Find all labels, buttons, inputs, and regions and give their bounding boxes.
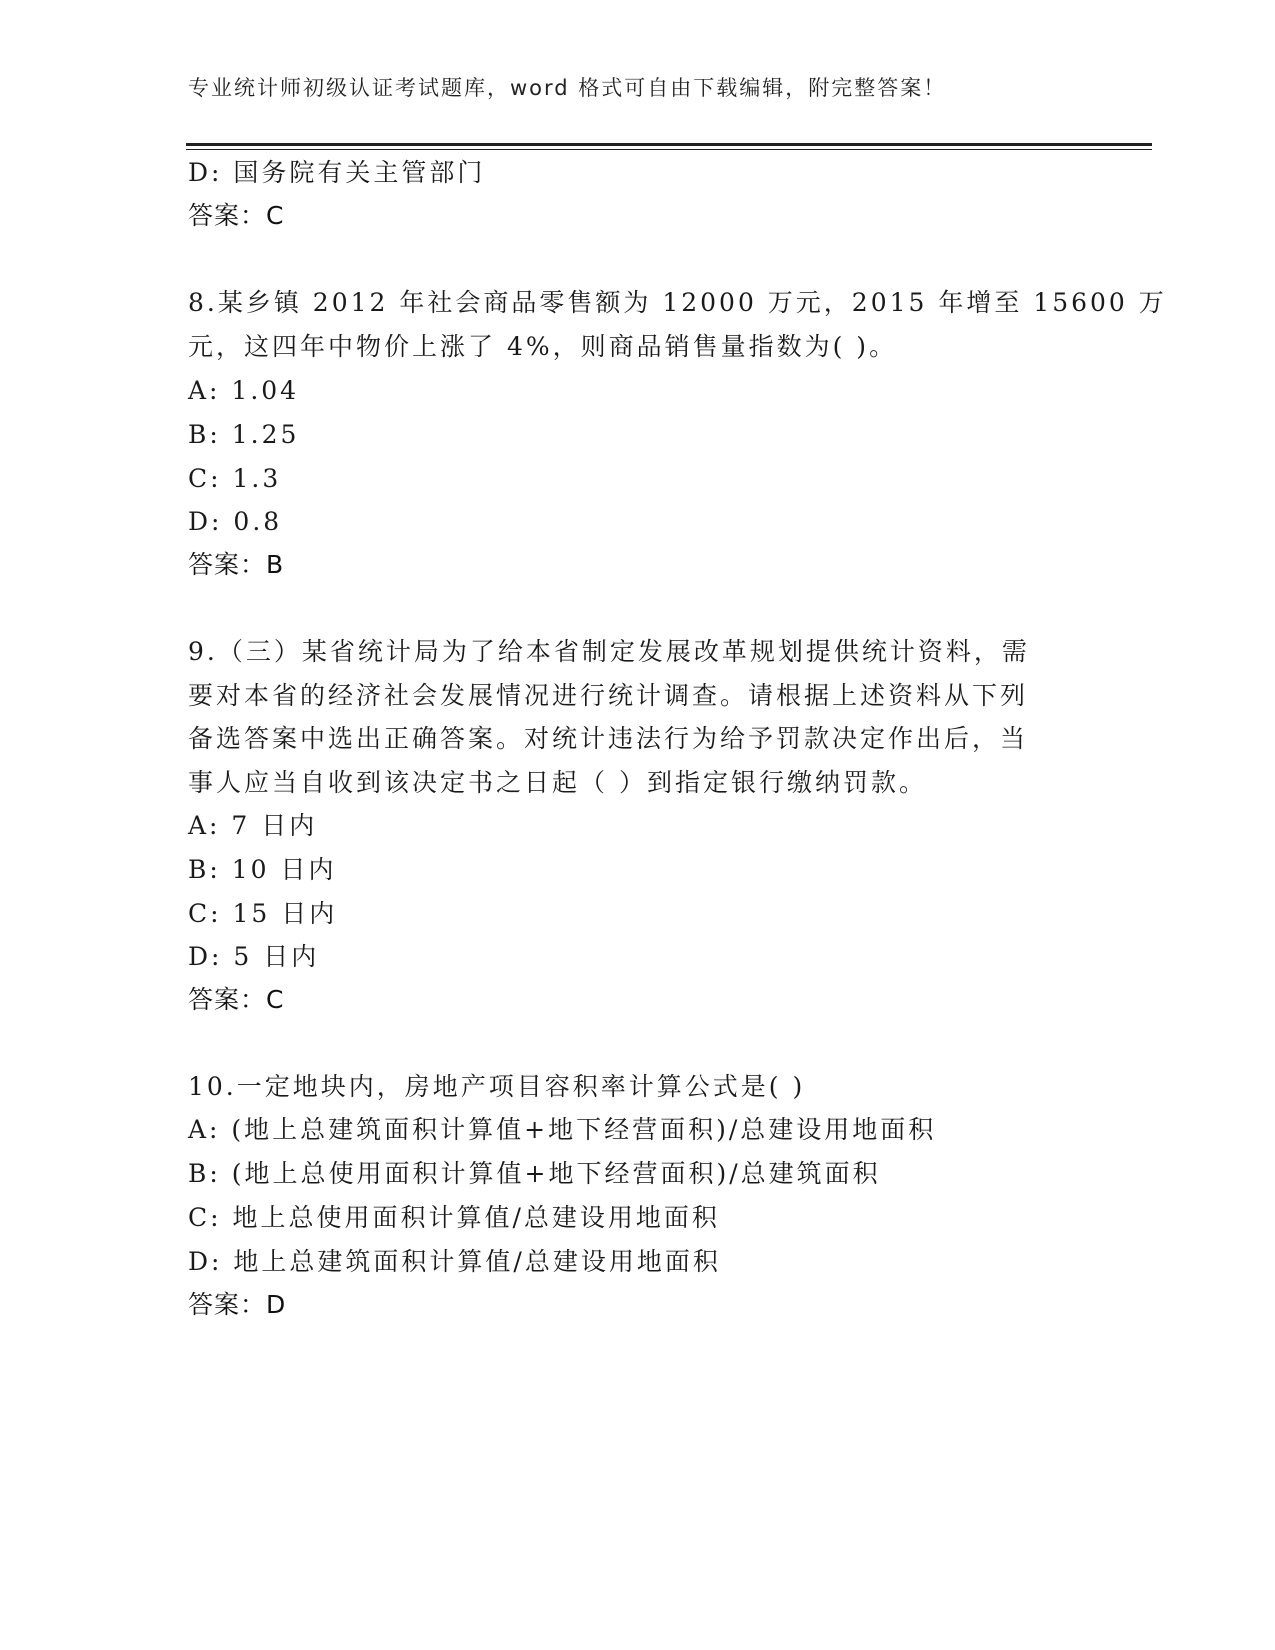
q10-option-a: A: (地上总建筑面积计算值+地下经营面积)/总建设用地面积	[188, 1115, 937, 1144]
q9-stem-line2: 要对本省的经济社会发展情况进行统计调查。请根据上述资料从下列	[188, 681, 1029, 710]
prev-answer: 答案：C	[188, 201, 285, 230]
q9-stem-line1: 9.（三）某省统计局为了给本省制定发展改革规划提供统计资料，需	[188, 637, 1030, 666]
q9-answer: 答案：C	[188, 985, 285, 1014]
q10-option-b: B: (地上总使用面积计算值+地下经营面积)/总建筑面积	[188, 1159, 881, 1188]
q8-option-a: A: 1.04	[188, 376, 300, 405]
q8-option-c: C: 1.3	[188, 464, 282, 493]
q8-stem-line2: 元，这四年中物价上涨了 4%，则商品销售量指数为( )。	[188, 332, 898, 361]
q10-option-c: C: 地上总使用面积计算值/总建设用地面积	[188, 1203, 720, 1232]
q8-stem-line1: 8.某乡镇 2012 年社会商品零售额为 12000 万元，2015 年增至 15600 万	[188, 288, 1167, 317]
q9-stem-line3: 备选答案中选出正确答案。对统计违法行为给予罚款决定作出后，当	[188, 724, 1029, 753]
header-rule-thin	[186, 149, 1152, 150]
q10-option-d: D: 地上总建筑面积计算值/总建设用地面积	[188, 1247, 721, 1276]
q9-option-b: B: 10 日内	[188, 855, 337, 884]
prev-option-d: D: 国务院有关主管部门	[188, 158, 486, 187]
q10-stem-line1: 10.一定地块内，房地产项目容积率计算公式是( )	[188, 1072, 806, 1101]
header-rule-thick	[186, 143, 1152, 146]
q9-option-c: C: 15 日内	[188, 899, 338, 928]
page-header: 专业统计师初级认证考试题库，word 格式可自由下载编辑，附完整答案！	[188, 76, 947, 100]
q8-option-b: B: 1.25	[188, 420, 300, 449]
q9-stem-line4: 事人应当自收到该决定书之日起（ ）到指定银行缴纳罚款。	[188, 768, 927, 797]
q10-answer: 答案：D	[188, 1290, 287, 1319]
q9-option-d: D: 5 日内	[188, 942, 320, 971]
q8-answer: 答案：B	[188, 550, 285, 579]
q8-option-d: D: 0.8	[188, 507, 283, 536]
q9-option-a: A: 7 日内	[188, 811, 318, 840]
